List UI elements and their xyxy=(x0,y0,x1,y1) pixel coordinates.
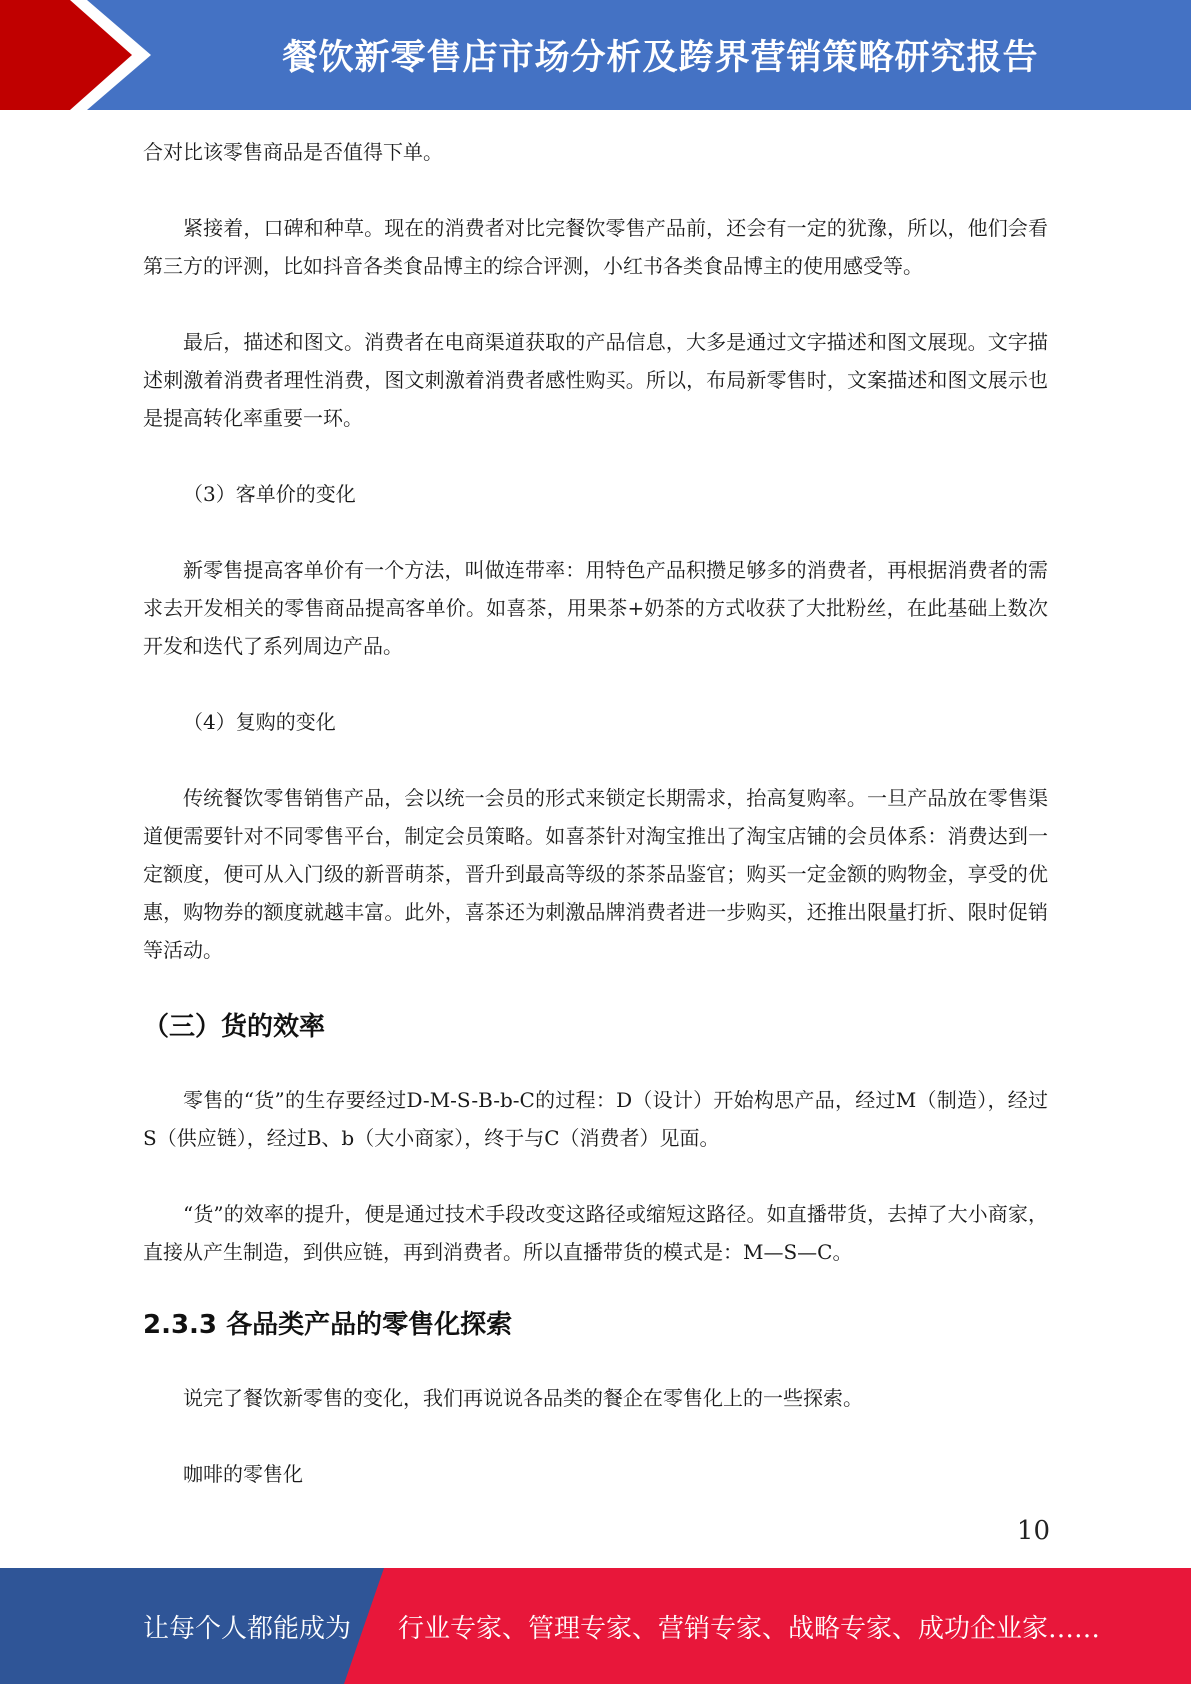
report-title: 餐饮新零售店市场分析及跨界营销策略研究报告 xyxy=(282,38,1039,78)
paragraph: 传统餐饮零售销售产品，会以统一会员的形式来锁定长期需求，抬高复购率。一旦产品放在零售渠道便需要针对不同零售平台，制定会员策略。如喜茶针对淘宝推出了淘宝店铺的会员体系：消费达到一定额度，便可从入门级的新晋萌茶，晋升到最高等级的茶茶品鉴官；购买一定金额的购物金，享受的优惠，购物券的额度就越丰富。此外，喜茶还为刺激品牌消费者进一步购买，还推出限量打折、限时促销等活动。 xyxy=(143,786,1048,962)
subheading: （4）复购的变化 xyxy=(183,710,336,734)
chevron-arrow-icon xyxy=(0,0,160,110)
section-heading: 2.3.3 各品类产品的零售化探索 xyxy=(143,1310,513,1340)
paragraph: 合对比该零售商品是否值得下单。 xyxy=(143,140,443,164)
page-footer xyxy=(0,1568,1191,1684)
footer-slogan-right: 行业专家、管理专家、营销专家、战略专家、成功企业家…… xyxy=(398,1613,1101,1644)
paragraph: 零售的“货”的生存要经过D-M-S-B-b-C的过程：D（设计）开始构思产品，经过M（制造），经过S（供应链），经过B、b（大小商家），终于与C（消费者）见面。 xyxy=(143,1088,1048,1150)
subheading: （3）客单价的变化 xyxy=(183,482,356,506)
section-heading: （三）货的效率 xyxy=(143,1012,326,1042)
page-header xyxy=(0,0,1191,110)
paragraph: 紧接着，口碑和种草。现在的消费者对比完餐饮零售产品前，还会有一定的犹豫，所以，他们会看第三方的评测，比如抖音各类食品博主的综合评测，小红书各类食品博主的使用感受等。 xyxy=(143,216,1048,278)
document-body xyxy=(143,133,1048,1493)
paragraph: 咖啡的零售化 xyxy=(183,1462,303,1486)
page-number: 10 xyxy=(1016,1516,1050,1546)
paragraph: “货”的效率的提升，便是通过技术手段改变这路径或缩短这路径。如直播带货，去掉了大小商家，直接从产生制造，到供应链，再到消费者。所以直播带货的模式是：M—S—C。 xyxy=(143,1202,1048,1264)
paragraph: 最后，描述和图文。消费者在电商渠道获取的产品信息，大多是通过文字描述和图文展现。文字描述刺激着消费者理性消费，图文刺激着消费者感性购买。所以，布局新零售时，文案描述和图文展示也是提高转化率重要一环。 xyxy=(143,330,1048,430)
paragraph: 说完了餐饮新零售的变化，我们再说说各品类的餐企在零售化上的一些探索。 xyxy=(183,1386,863,1410)
paragraph: 新零售提高客单价有一个方法，叫做连带率：用特色产品积攒足够多的消费者，再根据消费者的需求去开发相关的零售商品提高客单价。如喜茶，用果茶+奶茶的方式收获了大批粉丝，在此基础上数次开发和迭代了系列周边产品。 xyxy=(143,558,1048,658)
footer-slogan-left: 让每个人都能成为 xyxy=(143,1613,352,1644)
